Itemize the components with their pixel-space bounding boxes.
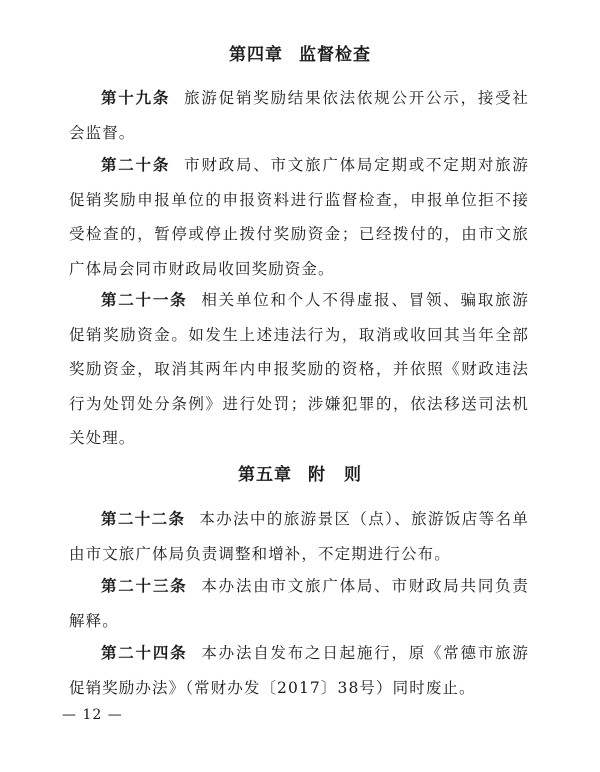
article-20 <box>69 148 529 286</box>
article-19-text: 旅游促销奖励结果依法依规公开公示，接受社会监督。 <box>69 89 529 142</box>
chapter-5-heading <box>0 460 600 485</box>
chapter-5-number: 第五章 <box>238 465 292 485</box>
article-23-number: 第二十三条 <box>101 577 188 595</box>
article-23-text: 本办法由市文旅广体局、市财政局共同负责解释。 <box>69 577 529 630</box>
article-21 <box>69 283 529 456</box>
article-22-text: 本办法中的旅游景区（点）、旅游饭店等名单由市文旅广体局负责调整和增补，不定期进行公布。 <box>69 510 529 563</box>
page-number: — 12 — <box>62 707 123 723</box>
article-20-text: 市财政局、市文旅广体局定期或不定期对旅游促销奖励申报单位的申报资料进行监督检查，申报单位拒不接受检查的，暂停或停止拨付奖励资金；已经拨付的，由市文旅广体局会同市财政局收回奖励资金。 <box>69 156 529 278</box>
article-22 <box>69 502 529 571</box>
article-24-text: 本办法自发布之日起施行，原《常德市旅游促销奖励办法》（常财办发〔2017〕38号）同时废止。 <box>69 644 529 697</box>
article-21-number: 第二十一条 <box>101 291 188 309</box>
chapter-4-title: 监督检查 <box>299 45 371 65</box>
article-24 <box>69 636 529 705</box>
article-24-number: 第二十四条 <box>101 644 188 662</box>
article-21-text: 相关单位和个人不得虚报、冒领、骗取旅游促销奖励资金。如发生上述违法行为，取消或收回其当年全部奖励资金，取消其两年内申报奖励的资格，并依照《财政违法行为处罚处分条例》进行处罚；涉嫌犯罪的，依法移送司法机关处理。 <box>69 291 529 447</box>
article-23 <box>69 569 529 638</box>
article-22-number: 第二十二条 <box>101 510 186 528</box>
chapter-5-title: 附 则 <box>308 465 362 485</box>
chapter-4-heading <box>0 40 600 65</box>
article-20-number: 第二十条 <box>101 156 171 174</box>
article-19-number: 第十九条 <box>101 89 171 107</box>
chapter-4-number: 第四章 <box>229 45 283 65</box>
article-19 <box>69 81 529 150</box>
